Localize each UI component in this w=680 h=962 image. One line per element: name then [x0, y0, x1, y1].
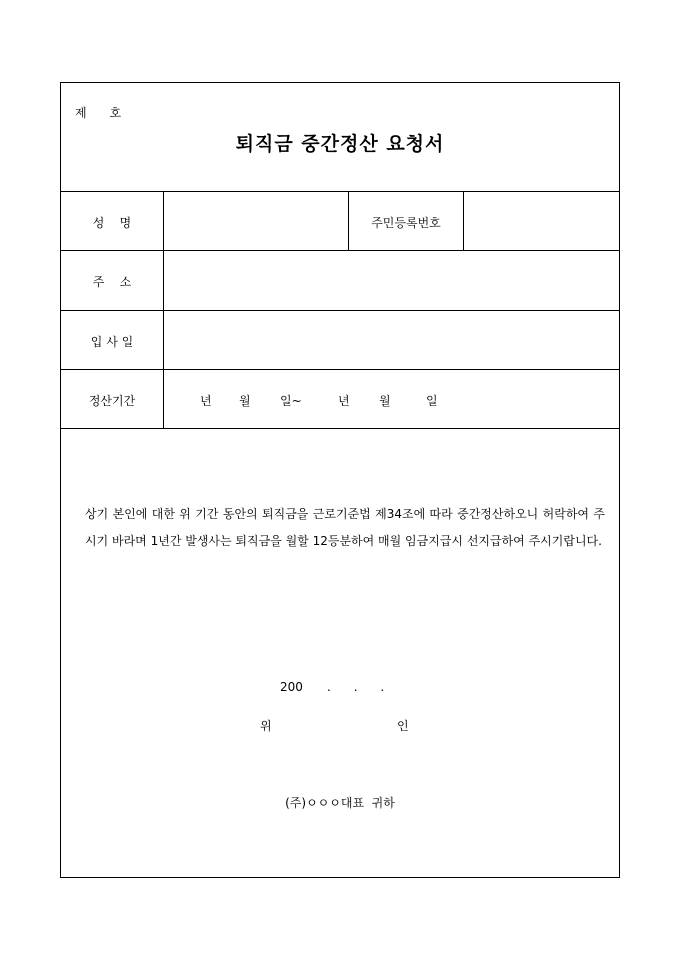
document-number-label: 제 호 [75, 106, 122, 120]
period-start-month: 월 [239, 394, 251, 408]
hire-date-label: 입 사 일 [90, 335, 134, 349]
date-separators: . . . [327, 680, 385, 694]
period-end-month: 월 [379, 394, 391, 408]
recipient-line: (주)ㅇㅇㅇ대표 귀하 [285, 796, 395, 810]
request-body-text: 상기 본인에 대한 위 기간 동안의 퇴직금을 근로기준법 제34조에 따라 중간정산하오니 허락하여 주시기 바라며 1년간 발생사는 퇴직금을 월할 12등분하여 매월 임금지급시 선지급하여 주시기랍니다. [85, 507, 605, 548]
period-end-day: 일 [426, 394, 438, 408]
period-start-day: 일~ [280, 394, 302, 408]
address-field[interactable] [164, 251, 620, 309]
document-form [60, 82, 620, 878]
divider [61, 428, 619, 429]
name-label: 성 명 [92, 216, 132, 230]
period-end-year: 년 [338, 394, 350, 408]
rrn-label: 주민등록번호 [371, 216, 441, 230]
name-field[interactable] [164, 192, 348, 250]
address-label: 주 소 [92, 275, 132, 289]
hire-date-field[interactable] [164, 311, 620, 369]
period-start-year: 년 [200, 394, 212, 408]
applicant-prefix: 위 [260, 719, 272, 733]
rrn-field[interactable] [464, 192, 620, 250]
applicant-seal-label: 인 [397, 719, 409, 733]
applicant-signature-field[interactable] [276, 713, 396, 733]
divider [61, 369, 619, 370]
document-title: 퇴직금 중간정산 요청서 [235, 133, 445, 155]
date-year: 200 [280, 680, 303, 694]
period-label: 정산기간 [88, 394, 136, 408]
